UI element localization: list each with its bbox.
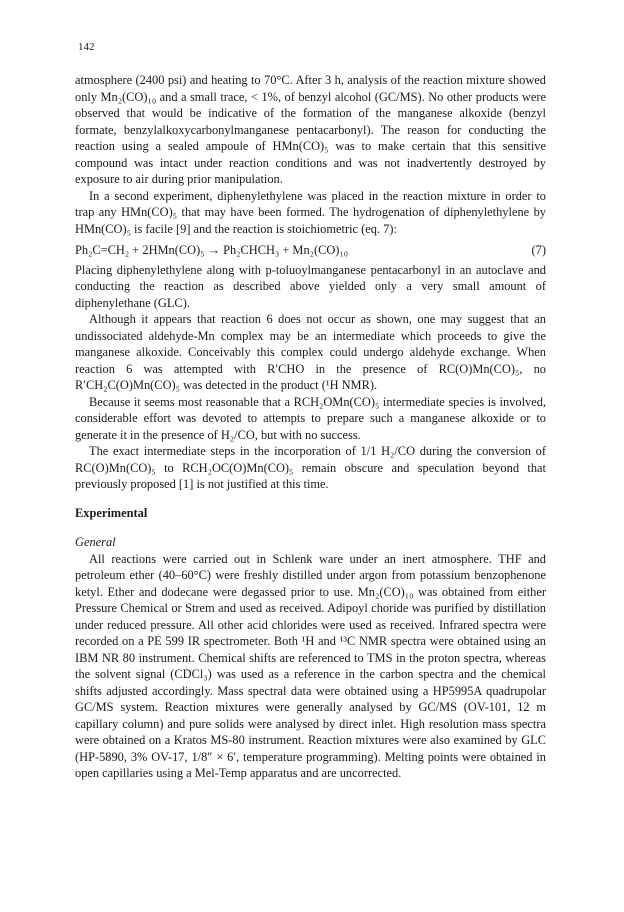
section-heading: Experimental xyxy=(75,505,148,520)
paragraph-7: All reactions were carried out in Schlenk ware under an inert atmosphere. THF and petroleum ether (40–60°C) were freshly distilled under argon from potassium benzophenone ketyl. Ether and dodecane were degassed prior to use. Mn₂(CO)₁₀ was obtained from either Pressure Chemical or Strem and used as received. Adipoyl choride was purified by distillation under reduced pressure. All other acid chlorides were used as received. Infrared spectra were recorded on a PE 599 IR spectrometer. Both ¹H and ¹³C NMR spectra were obtained using an IBM NR 80 instrument. Chemical shifts are referenced to TMS in the proton spectra, whereas the solvent signal (CDCl₃) was used as a reference in the carbon spectra and the chemical shifts adjusted accordingly. Mass spectral data were obtained using a HP5995A quadrupolar GC/MS system. Reaction mixtures were generally analysed by GC/MS (OV-101, 12 m capillary column) and pure solids were analysed by direct inlet. High resolution mass spectra were obtained on a Kratos MS-80 instrument. Reaction mixtures were also examined by GLC (HP-5890, 3% OV-17, 1/8″ × 6′, temperature programming). Melting points were obtained in open capillaries using a Mel-Temp apparatus and are uncorrected. xyxy=(75,551,546,780)
paragraph-2: In a second experiment, diphenylethylene was placed in the reaction mixture in order to trap any HMn(CO)₅ that may have been formed. The hydrogenation of diphenylethylene by HMn(CO)₅ is facile [9] and the reaction is stoichiometric (eq. 7): xyxy=(75,188,546,236)
equation-number: (7) xyxy=(531,243,546,257)
paragraph-5: Because it seems most reasonable that a RCH₂OMn(CO)₅ intermediate species is involved, considerable effort was devoted to attempts to prepare such a manganese alkoxide or to generate it in the presence of H₂/CO, but with no success. xyxy=(75,394,546,442)
subsection-heading: General xyxy=(75,535,116,549)
paragraph-4: Although it appears that reaction 6 does not occur as shown, one may suggest that an undissociated aldehyde-Mn complex may be an intermediate which proceeds to give the manganese alkoxide. Conceivably this complex could undergo aldehyde exchange. When reaction 6 was attempted with R′CHO in the presence of RC(O)Mn(CO)₅, no R′CH₂C(O)Mn(CO)₅ was detected in the product (¹H NMR). xyxy=(75,312,546,392)
page-number: 142 xyxy=(78,41,95,53)
paragraph-6: The exact intermediate steps in the incorporation of 1/1 H₂/CO during the conversion of RC(O)Mn(CO)₅ to RCH₂OC(O)Mn(CO)₅ remain obscure and speculation beyond that previously proposed [1] is not justified at this time. xyxy=(75,444,546,491)
equation-7 xyxy=(75,242,546,259)
article-body xyxy=(75,72,546,782)
equation-text: Ph₂C=CH₂ + 2HMn(CO)₅ → Ph₂CHCH₃ + Mn₂(CO)₁₀ xyxy=(75,243,349,257)
paragraph-1: atmosphere (2400 psi) and heating to 70°C. After 3 h, analysis of the reaction mixture showed only Mn₂(CO)₁₀ and a small trace, < 1%, of benzyl alcohol (GC/MS). No other products were observed that would be indicative of the formation of the manganese alkoxide (benzyl formate, benzylalkoxycarbonylmanganese pentacarbonyl). The reason for conducting the reaction using a sealed ampoule of HMn(CO)₅ was to make certain that this sensitive compound was intact under reaction conditions and was not inadvertently destroyed by exposure to air during prior manipulation. xyxy=(75,73,546,186)
paragraph-3: Placing diphenylethylene along with p-toluoylmanganese pentacarbonyl in an autoclave and conducting the reaction as described above yielded only a very small amount of diphenylethane (GLC). xyxy=(75,262,546,310)
